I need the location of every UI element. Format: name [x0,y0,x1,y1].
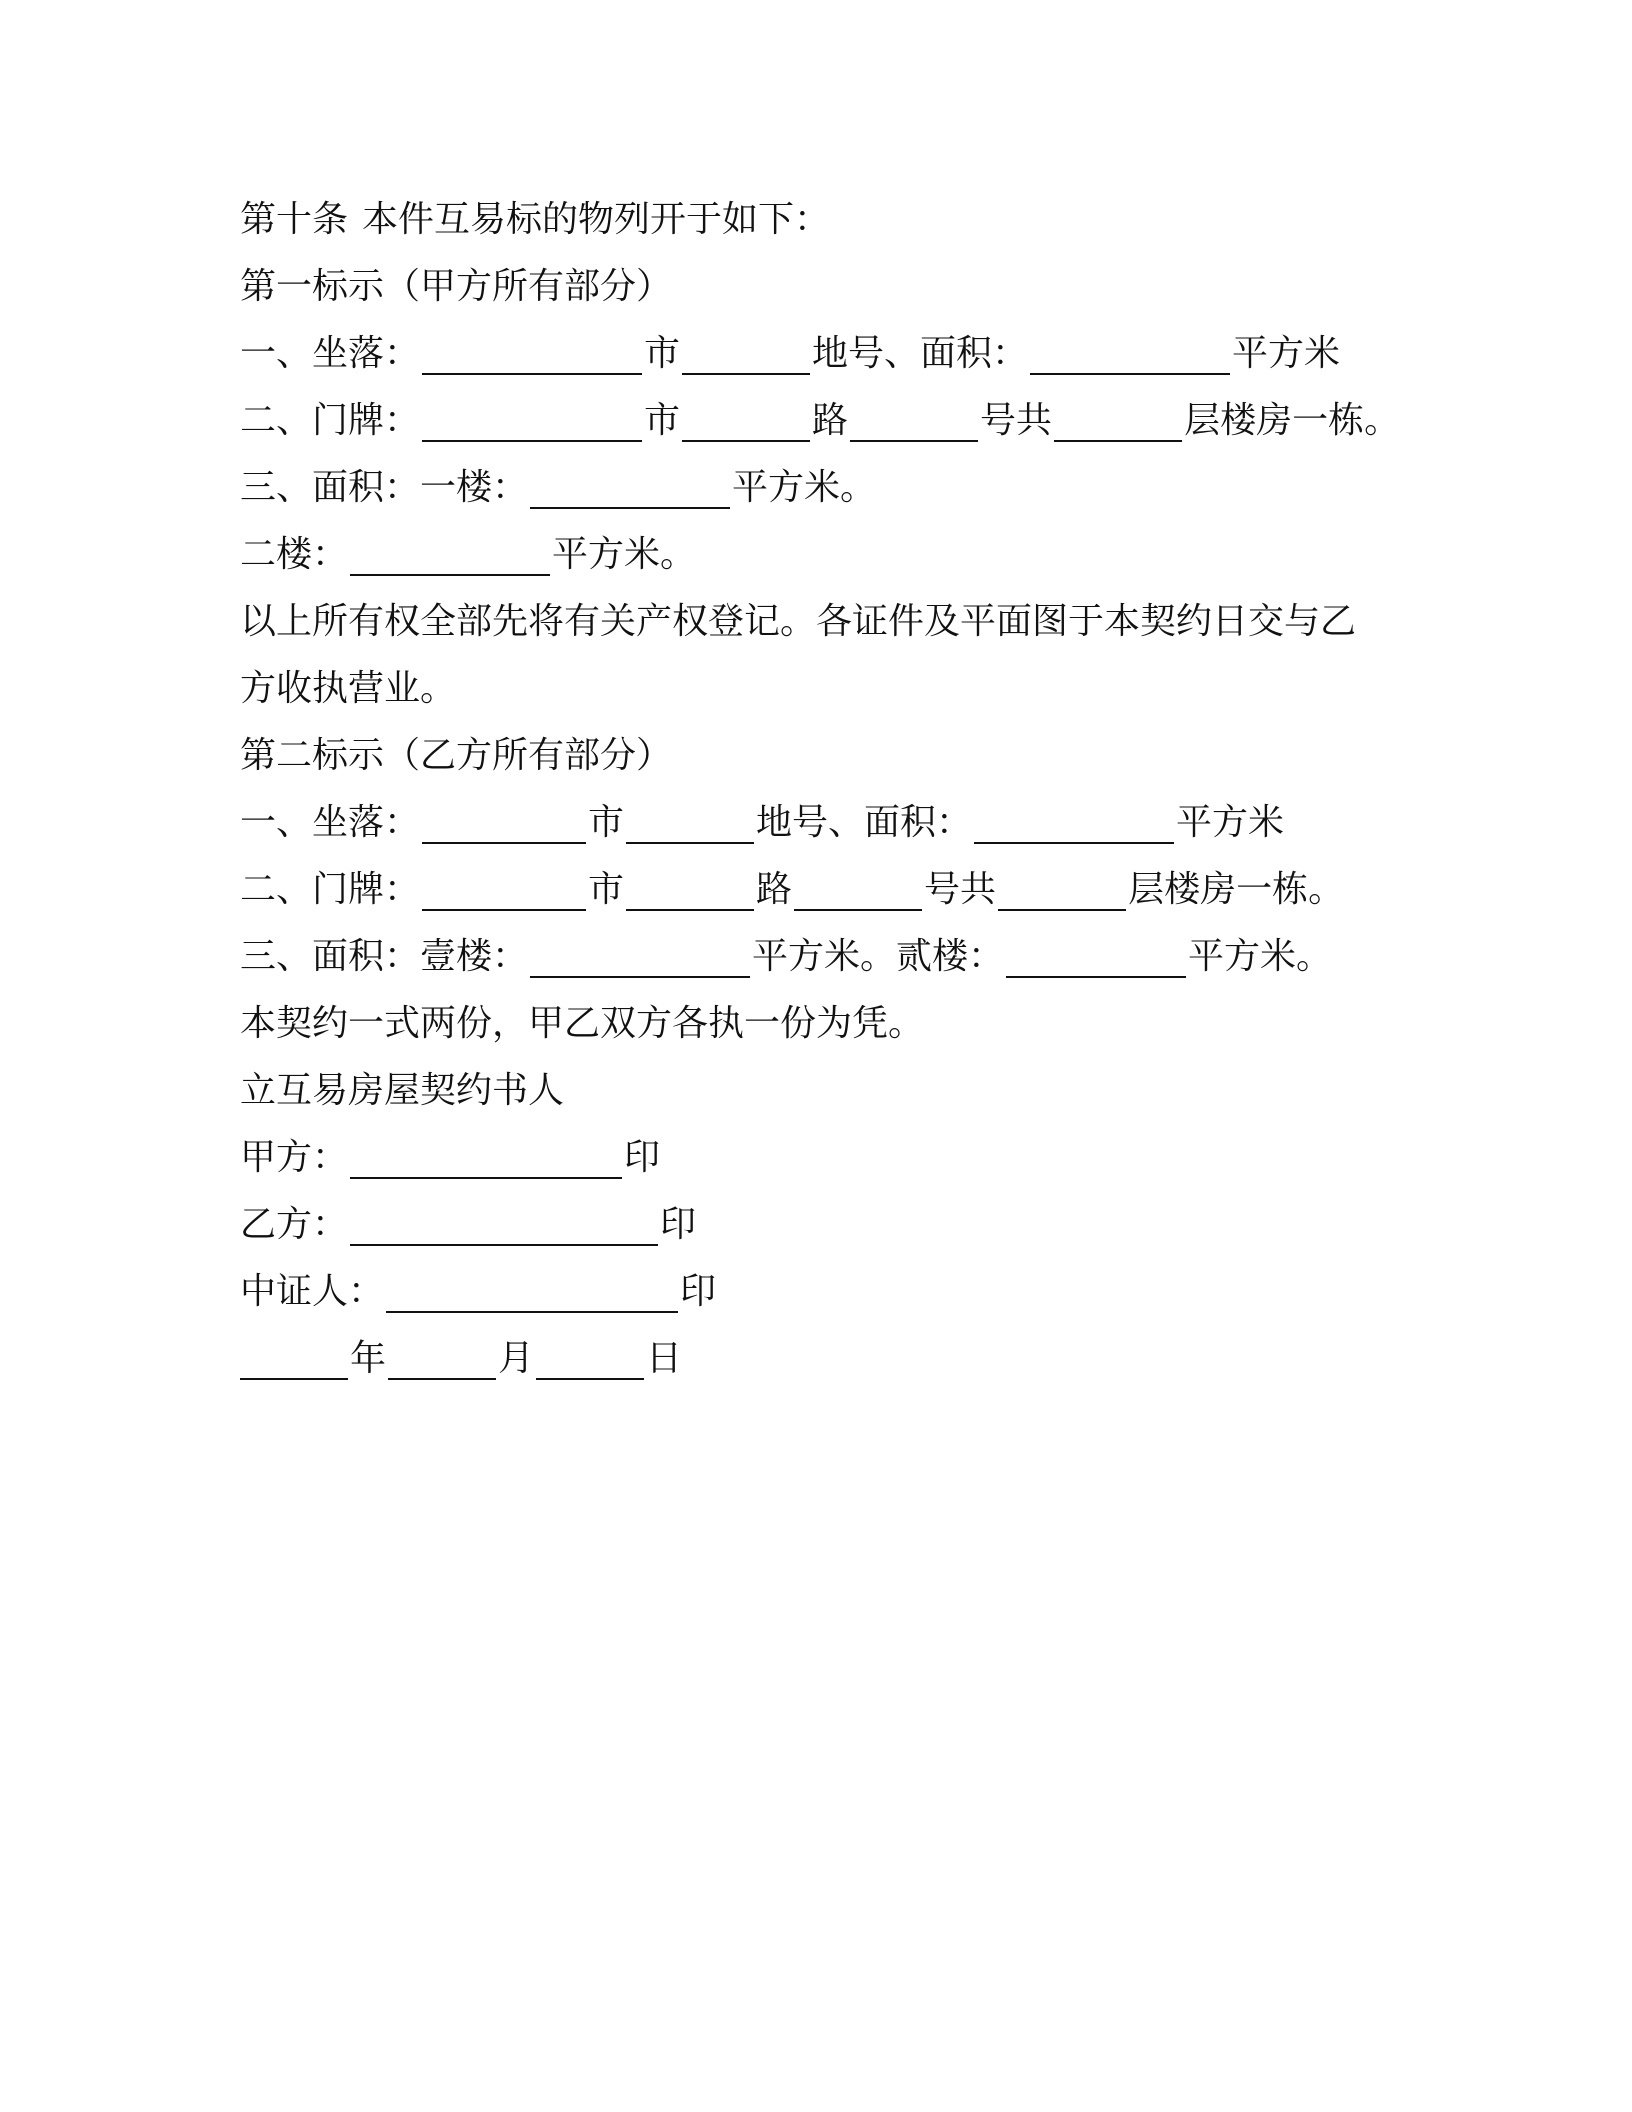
blank-field[interactable] [1006,975,1186,978]
section2-location-row: 一、坐落： 市 地号、面积： 平方米 [240,802,1285,843]
contract-body [240,186,1400,1392]
blank-field[interactable] [240,1377,348,1380]
witness-row: 中证人： 印 [240,1271,717,1312]
blank-field[interactable] [794,908,922,911]
blank-field[interactable] [422,908,586,911]
copies-clause: 本契约一式两份，甲乙双方各执一份为凭。 [240,1003,925,1044]
section2-heading: 第二标示（乙方所有部分） [240,735,673,776]
section1-plate-row: 二、门牌： 市 路 号共 层楼房一栋。 [240,400,1401,441]
ownership-note: 以上所有权全部先将有关产权登记。各证件及平面图于本契约日交与乙方收执营业。 [240,601,1357,709]
blank-field[interactable] [386,1310,678,1313]
blank-field[interactable] [626,841,754,844]
blank-field[interactable] [682,372,810,375]
blank-field[interactable] [536,1377,644,1380]
blank-field[interactable] [388,1377,496,1380]
blank-field[interactable] [530,975,750,978]
blank-field[interactable] [422,841,586,844]
blank-field[interactable] [1030,372,1230,375]
date-row: 年 月 日 [240,1325,1400,1392]
section1-area-row: 三、面积：一楼： 平方米。 [240,467,877,508]
seal-label: 印 [680,1271,717,1312]
party-b-row: 乙方： 印 [240,1204,697,1245]
signatories-heading: 立互易房屋契约书人 [240,1070,565,1111]
blank-field[interactable] [974,841,1174,844]
article-title: 第十条 [240,199,349,240]
blank-field[interactable] [998,908,1126,911]
blank-field[interactable] [850,439,978,442]
section1-floor2-row: 二楼： 平方米。 [240,534,697,575]
blank-field[interactable] [350,1176,622,1179]
blank-field[interactable] [1054,439,1182,442]
blank-field[interactable] [350,573,550,576]
blank-field[interactable] [530,506,730,509]
party-a-row: 甲方： 印 [240,1137,661,1178]
blank-field[interactable] [626,908,754,911]
seal-label: 印 [660,1204,697,1245]
blank-field[interactable] [422,372,642,375]
blank-field[interactable] [350,1243,658,1246]
blank-field[interactable] [682,439,810,442]
blank-field[interactable] [422,439,642,442]
section2-plate-row: 二、门牌： 市 路 号共 层楼房一栋。 [240,869,1345,910]
section1-heading: 第一标示（甲方所有部分） [240,266,673,307]
seal-label: 印 [624,1137,661,1178]
section2-area-row: 三、面积：壹楼： 平方米。贰楼： 平方米。 [240,936,1333,977]
article-subtitle: 本件互易标的物列开于如下： [362,199,831,240]
section1-location-row: 一、坐落： 市 地号、面积： 平方米 [240,333,1341,374]
article-heading [240,186,1400,253]
